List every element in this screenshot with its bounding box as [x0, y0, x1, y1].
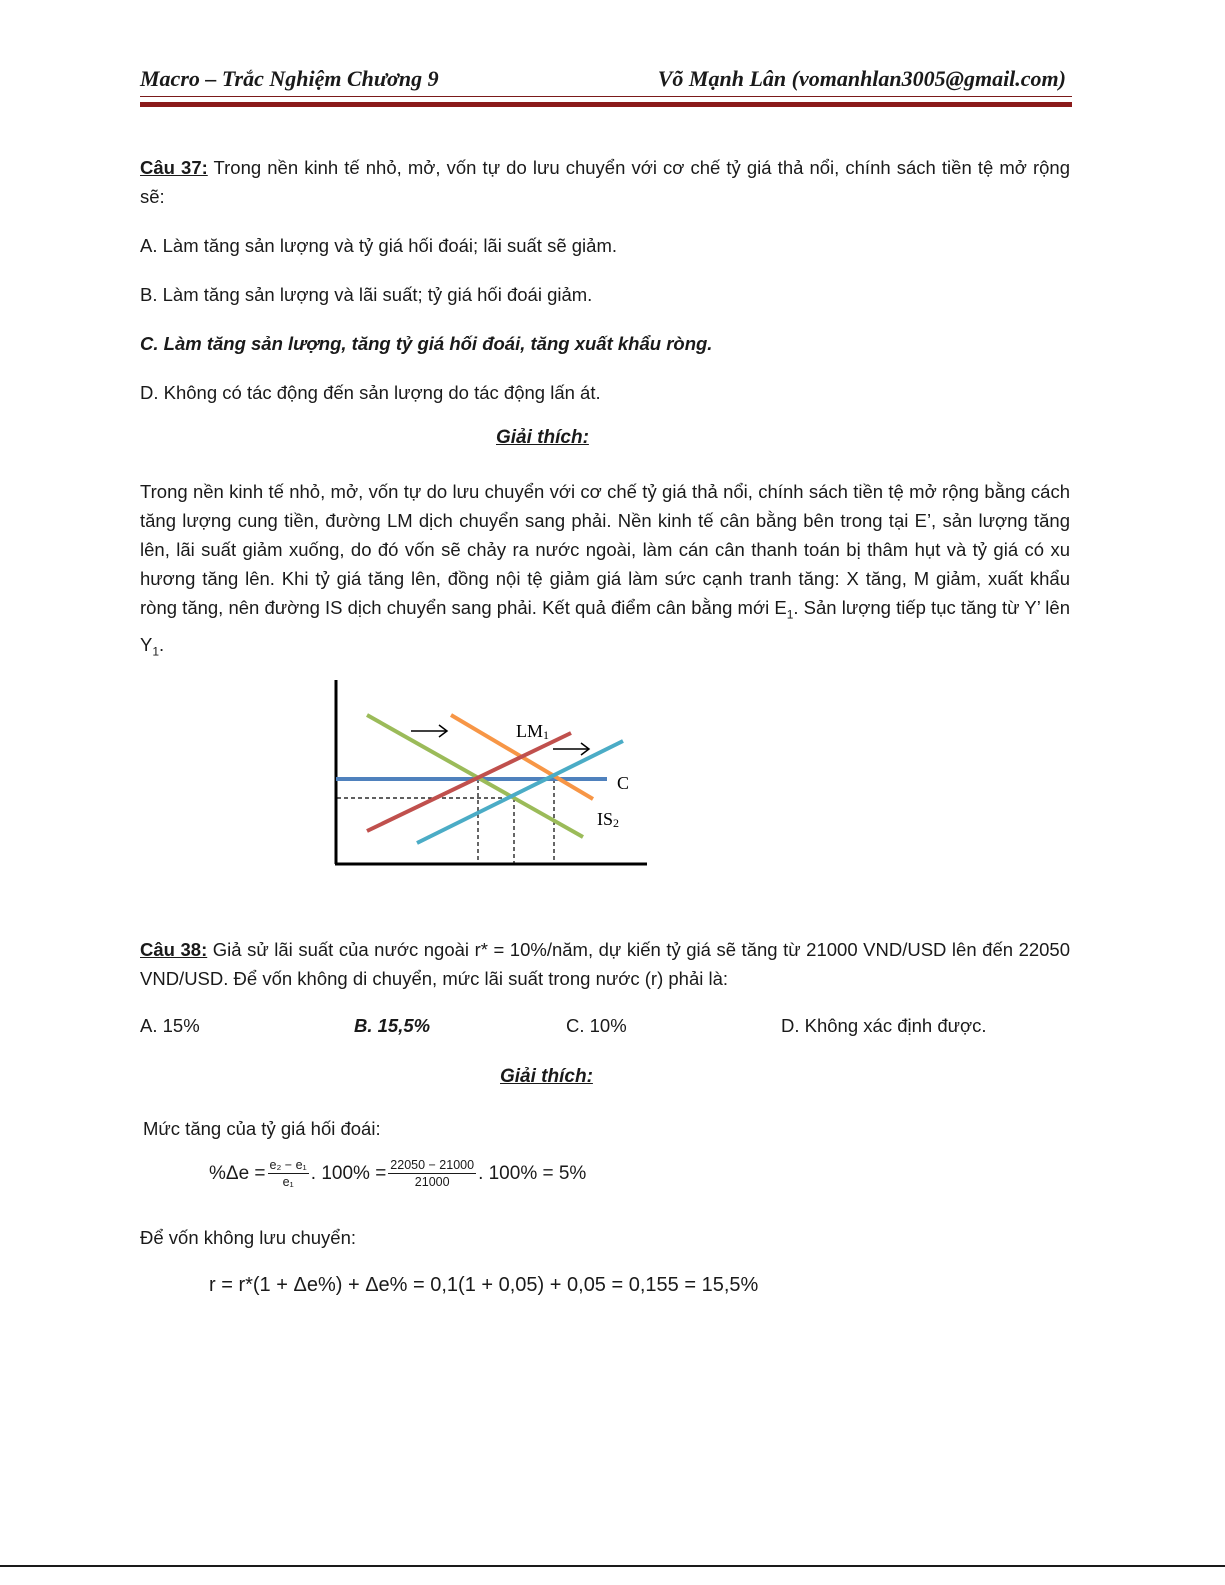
q37-question [140, 153, 1070, 211]
header-author: Võ Mạnh Lân (vomanhlan3005@gmail.com) [657, 66, 1066, 91]
q37-label: Câu 37: [140, 157, 208, 178]
q37-option-c-correct: C. Làm tăng sản lượng, tăng tỷ giá hối đoái, tăng xuất khẩu ròng. [140, 333, 713, 354]
header-title: Macro – Trắc Nghiệm Chương 9 [140, 66, 439, 91]
page-header [140, 62, 1072, 98]
islm-bp-diagram [325, 675, 665, 875]
formula1-frac2-num: 22050 − 21000 [390, 1158, 475, 1172]
q37-explanation-sub2: 1 [152, 644, 160, 659]
formula1-fraction-numeric [388, 1158, 476, 1189]
q37-explanation-main: Trong nền kinh tế nhỏ, mở, vốn tự do lưu chuyển với cơ chế tỷ giá thả nổi, chính sách tiền tệ mở rộng bằng cách tăng lượng cung tiền, đường LM dịch chuyển sang phải. Nền kinh tế cân bằng bên trong tại E’, sản lượng tăng lên, lãi suất giảm xuống, do đó vốn sẽ chảy ra nước ngoài, làm cán cân thanh toán bị thâm hụt và tỷ giá có xu hương tăng lên. Khi tỷ giá tăng lên, đồng nội tệ giảm giá làm sức cạnh tranh tăng: X tăng, M giảm, xuất khẩu ròng tăng, nên đường IS dịch chuyển sang phải. Kết quả điểm cân bằng mới E [140, 481, 1070, 618]
q38-option-d: D. Không xác định được. [781, 1015, 987, 1036]
is2-label: IS2 [597, 809, 620, 830]
q37-explain-title: Giải thích: [496, 427, 589, 448]
q38-explain-title: Giải thích: [500, 1066, 593, 1087]
q38-line1: Mức tăng của tỷ giá hối đoái: [143, 1118, 381, 1139]
q37-explanation-mid: . Sản lượng tiếp tục tăng từ Y’ lên Y [140, 597, 1070, 655]
formula1-lhs: %Δe = [209, 1162, 266, 1184]
q37-explanation-end: . [159, 633, 165, 655]
q38-question [140, 935, 1070, 993]
q38-label: Câu 38: [140, 939, 208, 960]
lm-shift-arrow [553, 743, 589, 755]
q37-explanation-sub1: 1 [786, 607, 794, 622]
header-rule-thick [140, 102, 1072, 107]
q38-formula-percent-change [209, 1158, 586, 1189]
q37-explanation [140, 477, 1070, 666]
q37-option-d: D. Không có tác động đến sản lượng do tác động lấn át. [140, 382, 601, 403]
q37-text: Trong nền kinh tế nhỏ, mở, vốn tự do lưu chuyển với cơ chế tỷ giá thả nổi, chính sách tiền tệ mở rộng sẽ: [140, 157, 1071, 207]
formula1-rhs: . 100% = 5% [478, 1162, 587, 1184]
q38-text: Giả sử lãi suất của nước ngoài r* = 10%/năm, dự kiến tỷ giá sẽ tăng từ 21000 VND/USD lên đến 22050 VND/USD. Để vốn không di chuyển, mức lãi suất trong nước (r) phải là: [140, 939, 1071, 989]
q37-option-b: B. Làm tăng sản lượng và lãi suất; tỷ giá hối đoái giảm. [140, 284, 593, 305]
header-rule-thin [140, 96, 1072, 97]
is-shift-arrow [411, 725, 447, 737]
formula1-mid: . 100% = [310, 1162, 387, 1184]
q37-option-a: A. Làm tăng sản lượng và tỷ giá hối đoái; lãi suất sẽ giảm. [140, 235, 617, 256]
q38-option-c: C. 10% [566, 1015, 627, 1036]
page-bottom-border [0, 1565, 1225, 1567]
q38-formula-interest-rate: r = r*(1 + Δe%) + Δe% = 0,1(1 + 0,05) + 0,05 = 0,155 = 15,5% [209, 1274, 759, 1296]
q38-option-b-correct: B. 15,5% [354, 1015, 431, 1036]
q38-option-a: A. 15% [140, 1015, 200, 1036]
formula1-frac1-den: e₁ [282, 1175, 294, 1189]
lm1-label: LM1 [516, 721, 549, 742]
formula1-fraction-symbolic [268, 1158, 309, 1189]
q38-line2: Để vốn không lưu chuyển: [140, 1227, 357, 1248]
formula1-frac1-num: e₂ − e₁ [269, 1158, 307, 1172]
formula1-frac2-den: 21000 [414, 1175, 450, 1189]
c-label: C [617, 773, 630, 793]
